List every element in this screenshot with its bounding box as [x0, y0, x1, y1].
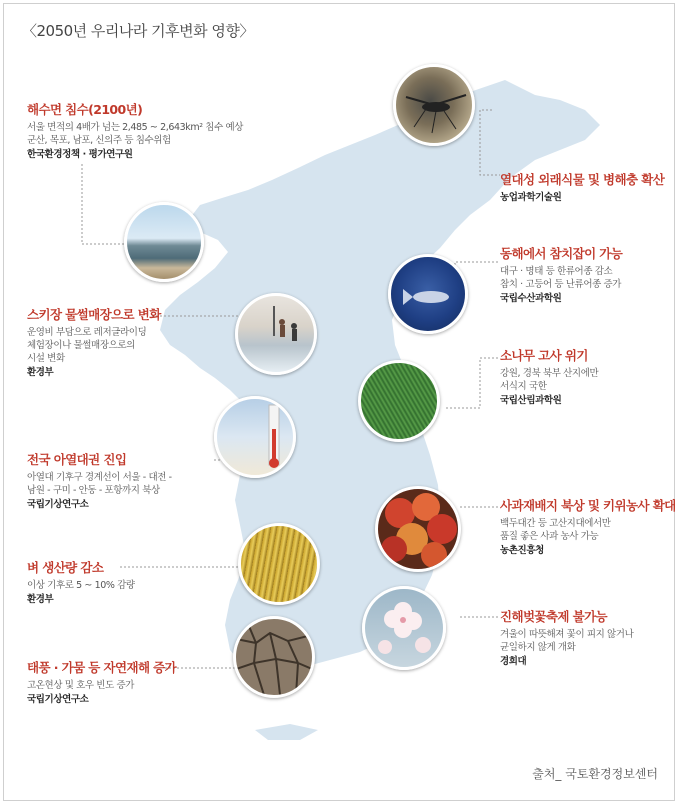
block-apple [500, 499, 676, 557]
page-title: 〈2050년 우리나라 기후변화 영향〉 [22, 22, 254, 40]
apples-photo [375, 486, 461, 572]
heading: 동해에서 참치잡이 가능 [500, 246, 623, 261]
heading: 열대성 외래식물 및 병해충 확산 [500, 172, 665, 187]
block-cherry [500, 610, 633, 668]
source: 농촌진흥청 [500, 545, 544, 556]
line: 서식지 국한 [500, 381, 547, 392]
block-ski [27, 308, 161, 379]
source: 국립수산과학원 [500, 293, 562, 304]
source: 농업과학기술원 [500, 192, 562, 203]
line: 강원, 경북 북부 산지에만 [500, 368, 599, 379]
line: 시설 변화 [27, 353, 65, 364]
thermometer-icon [217, 399, 293, 475]
source: 환경부 [27, 594, 54, 605]
cherry-blossom-photo [362, 586, 446, 670]
source-credit: 출처_ 국토환경정보센터 [532, 767, 658, 781]
heading: 벼 생산량 감소 [27, 560, 104, 575]
line: 체험장이나 물썰매장으로의 [27, 340, 135, 351]
heading: 사과재배지 북상 및 키위농사 확대 [500, 498, 676, 513]
block-sea-level [27, 103, 243, 161]
seashore-photo [124, 202, 204, 282]
line: 운영비 부담으로 레저글라이딩 [27, 327, 147, 338]
heading: 전국 아열대권 진입 [27, 452, 127, 467]
rice-photo [238, 523, 320, 605]
line: 군산, 목포, 남포, 신의주 등 침수위험 [27, 135, 171, 146]
source: 국립기상연구소 [27, 694, 89, 705]
source: 한국환경정책 · 평가연구원 [27, 149, 133, 160]
block-tuna [500, 247, 622, 305]
block-subtropical [27, 453, 172, 511]
line: 고온현상 및 호우 빈도 증가 [27, 680, 135, 691]
line: 서울 면적의 4배가 넘는 2,485 ~ 2,643km² 침수 예상 [27, 122, 244, 133]
apples-icon [378, 489, 458, 569]
jeju-island [255, 724, 318, 740]
line: 균일하지 않게 개화 [500, 642, 576, 653]
line: 아열대 기후구 경계선이 서울 - 대전 - [27, 472, 172, 483]
mosquito-photo [393, 64, 475, 146]
heading: 태풍 · 가뭄 등 자연재해 증가 [27, 660, 177, 675]
source: 환경부 [27, 367, 54, 378]
line: 백두대간 등 고산지대에서만 [500, 518, 611, 529]
mosquito-icon [396, 67, 472, 143]
heading: 스키장 물썰매장으로 변화 [27, 307, 161, 322]
block-pine [500, 349, 598, 407]
pine-needles-photo [358, 360, 440, 442]
ski-people-icon [238, 296, 314, 372]
block-tropical-pests [500, 173, 664, 204]
line: 품질 좋은 사과 농사 가능 [500, 531, 599, 542]
heading: 해수면 침수(2100년) [27, 102, 143, 117]
source: 국립산림과학원 [500, 395, 562, 406]
block-rice [27, 561, 135, 606]
block-disaster [27, 661, 176, 706]
cracked-earth-photo [233, 616, 315, 698]
tuna-icon [391, 257, 465, 331]
cherry-blossom-icon [365, 589, 443, 667]
source: 경희대 [500, 656, 527, 667]
heading: 소나무 고사 위기 [500, 348, 588, 363]
cracked-earth-icon [236, 619, 312, 695]
source: 국립기상연구소 [27, 499, 89, 510]
line: 겨울이 따뜻해져 꽃이 피지 않거나 [500, 629, 634, 640]
thermometer-photo [214, 396, 296, 478]
tuna-photo [388, 254, 468, 334]
line: 남원 - 구미 - 안동 - 포항까지 북상 [27, 485, 160, 496]
ski-slope-photo [235, 293, 317, 375]
line: 이상 기후로 5 ~ 10% 감량 [27, 580, 135, 591]
heading: 진해벚꽃축제 불가능 [500, 609, 608, 624]
line: 참치 · 고등어 등 난류어종 증가 [500, 279, 622, 290]
line: 대구 · 명태 등 한류어종 감소 [500, 266, 613, 277]
